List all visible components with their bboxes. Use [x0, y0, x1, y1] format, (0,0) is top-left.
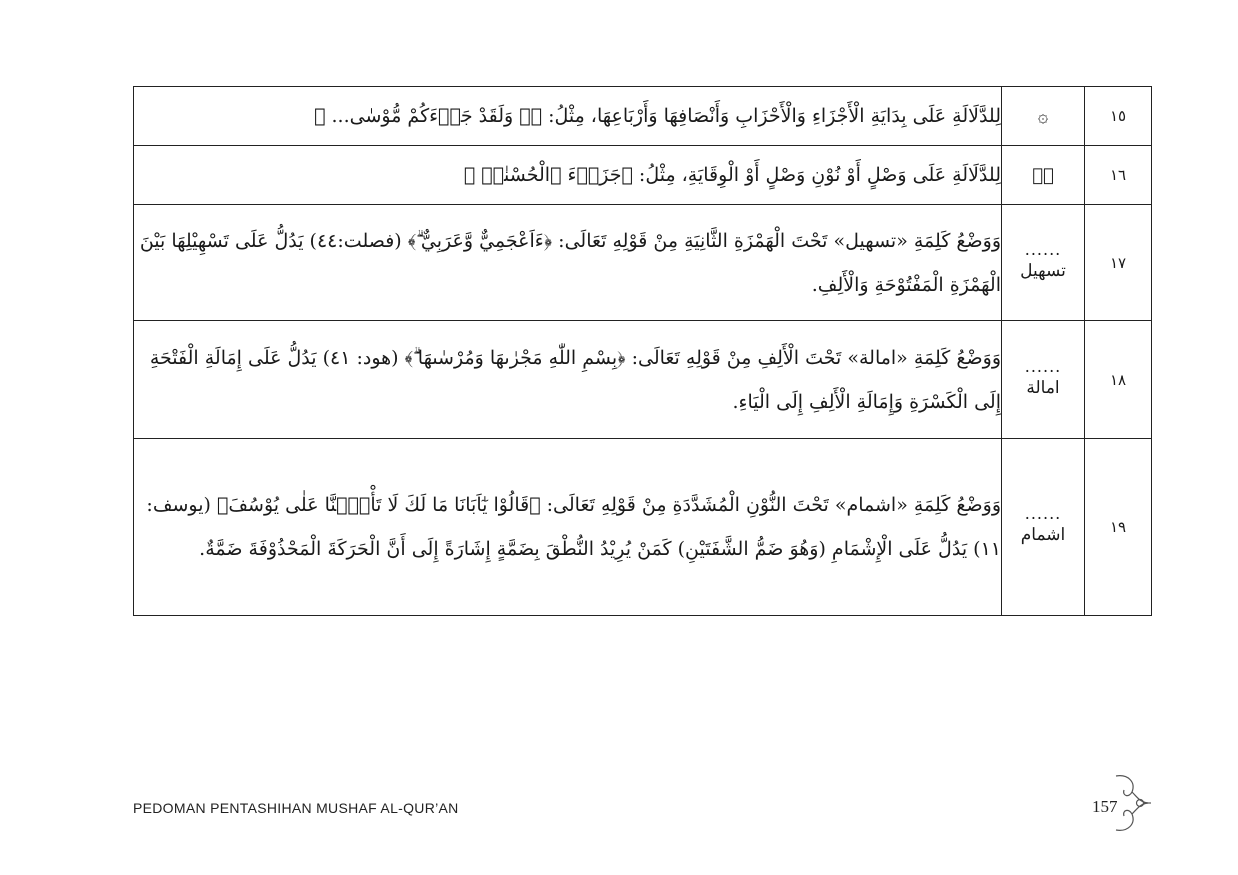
table-row [134, 146, 1152, 205]
symbol-cell [1002, 439, 1085, 616]
table-row [134, 87, 1152, 146]
mark-word: اشمام [1020, 525, 1066, 545]
iqlab-mark-icon: ا [1032, 164, 1054, 186]
description: لِلدَّلَالَةِ عَلَى بِدَايَةِ الْأَجْزَاءِ وَالْأَحْزَابِ وَأَنْصَافِهَا وَأَرْبَاعِهَا، مِثْلُ: ﴿۞ وَلَقَدْ جَاۤءَكُمْ مُّوْسٰى... ﴾ [134, 87, 1002, 146]
symbol-cell [1002, 321, 1085, 439]
page-number: 157 [1092, 797, 1118, 816]
symbol-cell [1002, 146, 1085, 205]
row-number: ١٦ [1085, 146, 1152, 205]
mark-word: تسهيل [1020, 260, 1066, 281]
symbol-cell [1002, 87, 1085, 146]
marks-table [133, 86, 1152, 616]
placeholder-dots: ...... [1024, 239, 1062, 259]
row-number: ١٥ [1085, 87, 1152, 146]
row-number: ١٧ [1085, 205, 1152, 321]
rub-el-hizb-icon: ۞ [1037, 105, 1049, 127]
mark-word: امالة [1026, 377, 1060, 398]
description: وَوَضْعُ كَلِمَةِ «تسهيل» تَحْتَ الْهَمْزَةِ الثَّانِيَةِ مِنْ قَوْلِهِ تَعَالَى: ﴿ءَاَعْجَمِيٌّ وَّعَرَبِيٌّ ۗ﴾ (فصلت:٤٤) يَدُلُّ عَلَى تَسْهِيْلِهَا بَيْنَ الْهَمْزَةِ الْمَفْتُوْحَةِ وَالْأَلِفِ. [134, 205, 1002, 321]
table-row [134, 321, 1152, 439]
row-number: ١٩ [1085, 439, 1152, 616]
description: وَوَضْعُ كَلِمَةِ «اشمام» تَحْتَ النُّوْنِ الْمُشَدَّدَةِ مِنْ قَوْلِهِ تَعَالَى: ﴿قَالُوْا يٰٓاَبَانَا مَا لَكَ لَا تَأْمَ۫نَّا عَلٰى يُوْسُفَ﴾ (يوسف: ١١) يَدُلُّ عَلَى الْإِشْمَامِ (وَهُوَ ضَمُّ الشَّفَتَيْنِ) كَمَنْ يُرِيْدُ النُّطْقَ بِضَمَّةٍ إِشَارَةً إِلَى أَنَّ الْحَرَكَةَ الْمَحْذُوْفَةَ ضَمَّةٌ. [134, 439, 1002, 616]
table-row [134, 205, 1152, 321]
footer-title: PEDOMAN PENTASHIHAN MUSHAF AL-QUR’AN [133, 800, 459, 816]
corner-ornament-icon [1110, 772, 1152, 834]
description: لِلدَّلَالَةِ عَلَى وَصْلٍ أَوْ نُوْنِ وَصْلٍ أَوْ الْوِقَايَةِ، مِثْلُ: ﴿جَزَاۤءَ ۨالْحُسْنٰىۚ ﴾ [134, 146, 1002, 205]
row-number: ١٨ [1085, 321, 1152, 439]
symbol-cell [1002, 205, 1085, 321]
placeholder-dots: ...... [1024, 504, 1062, 523]
placeholder-dots: ...... [1024, 356, 1062, 376]
description: وَوَضْعُ كَلِمَةِ «امالة» تَحْتَ الْأَلِفِ مِنْ قَوْلِهِ تَعَالَى: ﴿بِسْمِ اللّٰهِ مَجْرٰىهَا وَمُرْسٰىهَا ۗ﴾ (هود: ٤١) يَدُلُّ عَلَى إِمَالَةِ الْفَتْحَةِ إِلَى الْكَسْرَةِ وَإِمَالَةِ الْأَلِفِ إِلَى الْيَاءِ. [134, 321, 1002, 439]
table-row [134, 439, 1152, 616]
